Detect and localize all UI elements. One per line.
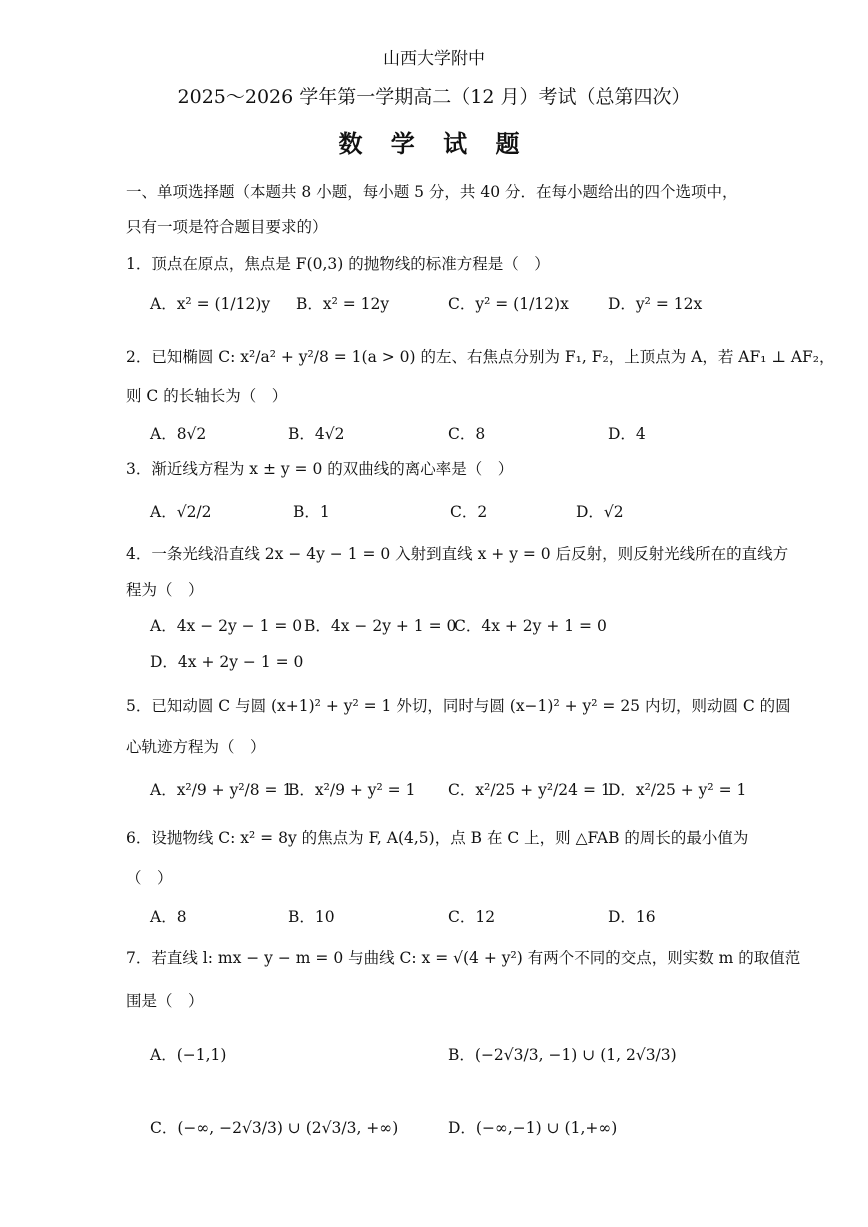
question-1-option-c: C．y² = (1/12)x (448, 295, 569, 313)
question-4-option-a: A．4x − 2y − 1 = 0 (150, 617, 303, 635)
question-5-option-b: B．x²/9 + y² = 1 (288, 781, 416, 799)
question-7-option-a: A．(−1,1) (150, 1046, 227, 1064)
question-2-option-c: C．8 (448, 425, 486, 443)
question-4-option-d: D．4x + 2y − 1 = 0 (150, 653, 304, 671)
school-name: 山西大学附中 (383, 49, 485, 69)
question-2-stem: 2．已知椭圆 C: x²/a² + y²/8 = 1(a > 0) 的左、右焦点分别为 F₁, F₂，上顶点为 A，若 AF₁ ⊥ AF₂， (126, 348, 835, 366)
question-1-option-d: D．y² = 12x (608, 295, 703, 313)
question-5-option-c: C．x²/25 + y²/24 = 1 (448, 781, 611, 799)
question-3-option-d: D．√2 (576, 503, 624, 521)
question-6-option-b: B．10 (288, 908, 335, 926)
exam-title: 2025～2026 学年第一学期高二（12 月）考试（总第四次） (177, 86, 691, 108)
question-6-option-d: D．16 (608, 908, 656, 926)
question-6-stem-cont: （ ） (126, 869, 173, 887)
question-2-option-a: A．8√2 (150, 425, 207, 443)
subject-title: 数 学 试 题 (338, 129, 530, 158)
question-7-stem: 7．若直线 l: mx − y − m = 0 与曲线 C: x = √(4 + y²) 有两个不同的交点，则实数 m 的取值范 (126, 949, 801, 967)
question-3-option-b: B．1 (293, 503, 330, 521)
question-7-option-c: C．(−∞, −2√3/3) ∪ (2√3/3, +∞) (150, 1119, 399, 1137)
question-4-stem: 4．一条光线沿直线 2x − 4y − 1 = 0 入射到直线 x + y = 0 后反射，则反射光线所在的直线方 (126, 545, 789, 563)
question-3-stem: 3．渐近线方程为 x ± y = 0 的双曲线的离心率是（ ） (126, 460, 514, 478)
question-1-option-b: B．x² = 12y (296, 295, 390, 313)
question-7-option-d: D．(−∞,−1) ∪ (1,+∞) (448, 1119, 618, 1137)
section-heading-cont: 只有一项是符合题目要求的） (126, 218, 328, 236)
question-6-option-a: A．8 (150, 908, 187, 926)
question-6-option-c: C．12 (448, 908, 496, 926)
question-4-option-c: C．4x + 2y + 1 = 0 (454, 617, 607, 635)
question-5-stem-cont: 心轨迹方程为（ ） (126, 738, 266, 756)
question-2-stem-cont: 则 C 的长轴长为（ ） (126, 387, 288, 405)
question-5-stem: 5．已知动圆 C 与圆 (x+1)² + y² = 1 外切，同时与圆 (x−1)² + y² = 25 内切，则动圆 C 的圆 (126, 697, 791, 715)
question-3-option-a: A．√2/2 (150, 503, 212, 521)
question-4-stem-cont: 程为（ ） (126, 581, 204, 599)
question-4-option-b: B．4x − 2y + 1 = 0 (304, 617, 457, 635)
question-6-stem: 6．设抛物线 C: x² = 8y 的焦点为 F, A(4,5)，点 B 在 C 上，则 △FAB 的周长的最小值为 (126, 829, 749, 847)
question-3-option-c: C．2 (450, 503, 488, 521)
section-heading: 一、单项选择题（本题共 8 小题，每小题 5 分，共 40 分．在每小题给出的四个选项中， (126, 183, 738, 201)
question-5-option-a: A．x²/9 + y²/8 = 1 (150, 781, 293, 799)
question-1-option-a: A．x² = (1/12)y (150, 295, 271, 313)
question-5-option-d: D．x²/25 + y² = 1 (608, 781, 747, 799)
question-1-stem: 1．顶点在原点，焦点是 F(0,3) 的抛物线的标准方程是（ ） (126, 255, 550, 273)
question-7-stem-cont: 围是（ ） (126, 992, 204, 1010)
question-7-option-b: B．(−2√3/3, −1) ∪ (1, 2√3/3) (448, 1046, 677, 1064)
question-2-option-d: D．4 (608, 425, 646, 443)
question-2-option-b: B．4√2 (288, 425, 345, 443)
